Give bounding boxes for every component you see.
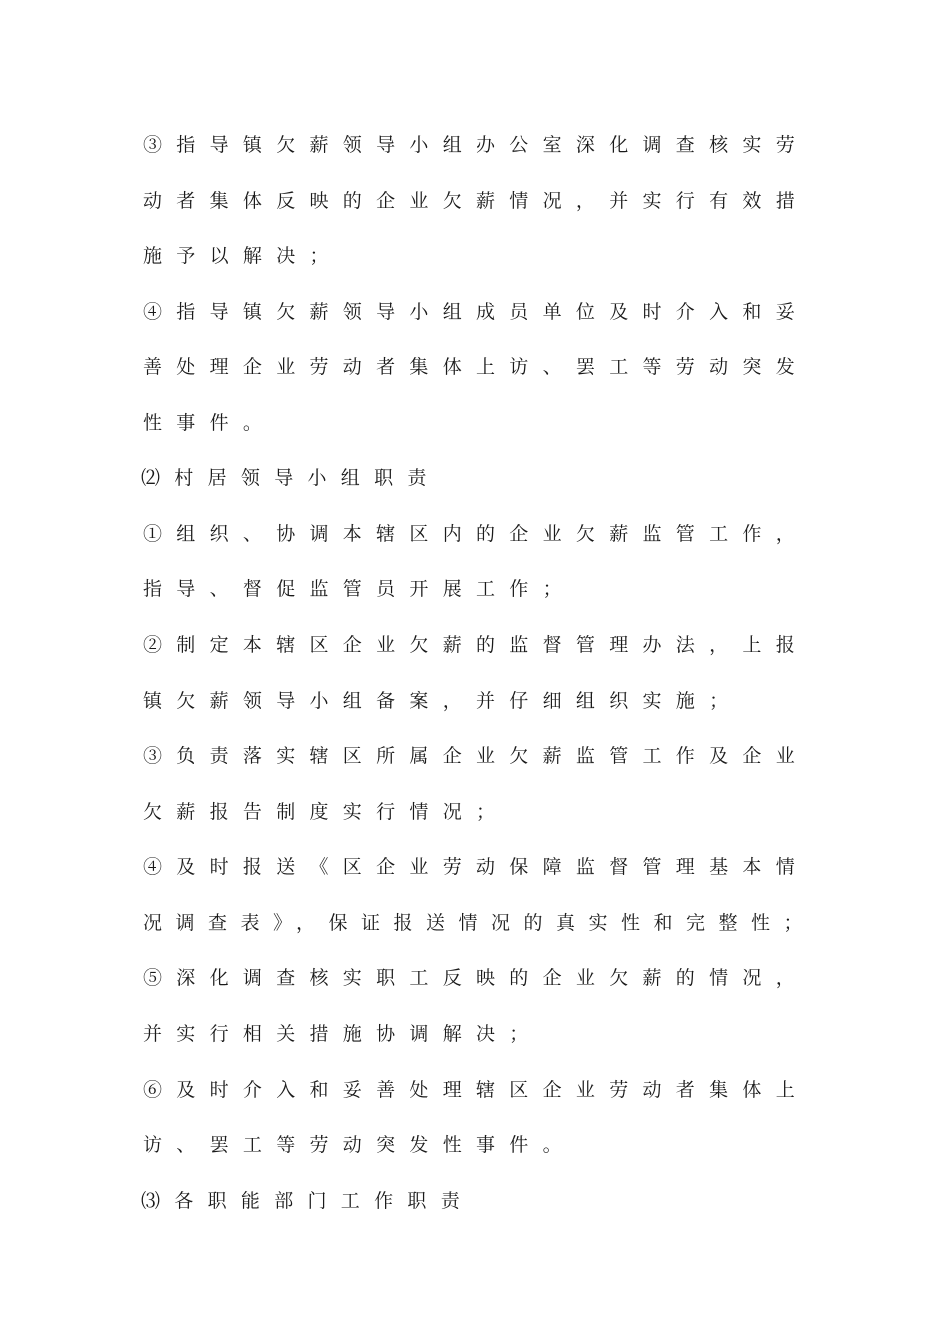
paragraph-line: ④指导镇欠薪领导小组成员单位及时介入和妥 — [143, 301, 810, 323]
paragraph-line: 镇欠薪领导小组备案，并仔细组织实施； — [143, 690, 743, 712]
paragraph-line: ③负责落实辖区所属企业欠薪监管工作及企业 — [143, 745, 810, 767]
paragraph-line: 访、罢工等劳动突发性事件。 — [143, 1134, 576, 1156]
paragraph-line: 欠薪报告制度实行情况； — [143, 801, 510, 823]
paragraph-line: 动者集体反映的企业欠薪情况，并实行有效措 — [143, 190, 810, 212]
paragraph-line: 性事件。 — [143, 412, 277, 434]
paragraph-line: ③指导镇欠薪领导小组办公室深化调查核实劳 — [143, 134, 810, 156]
paragraph-line: ②制定本辖区企业欠薪的监督管理办法，上报 — [143, 634, 810, 656]
paragraph-line: ①组织、协调本辖区内的企业欠薪监管工作， — [143, 523, 810, 545]
paragraph-line: 况调查表》，保证报送情况的真实性和完整性； — [143, 912, 817, 934]
paragraph-line: 指导、督促监管员开展工作； — [143, 578, 576, 600]
paragraph-line: 并实行相关措施协调解决； — [143, 1023, 543, 1045]
paragraph-line: 施予以解决； — [143, 245, 343, 267]
paragraph-line: ④及时报送《区企业劳动保障监督管理基本情 — [143, 856, 810, 878]
paragraph-line: ⑤深化调查核实职工反映的企业欠薪的情况， — [143, 967, 810, 989]
paragraph-line: 善处理企业劳动者集体上访、罢工等劳动突发 — [143, 356, 810, 378]
section-heading: ⑶各职能部门工作职责 — [141, 1190, 475, 1212]
section-heading: ⑵村居领导小组职责 — [141, 467, 441, 489]
paragraph-line: ⑥及时介入和妥善处理辖区企业劳动者集体上 — [143, 1079, 810, 1101]
